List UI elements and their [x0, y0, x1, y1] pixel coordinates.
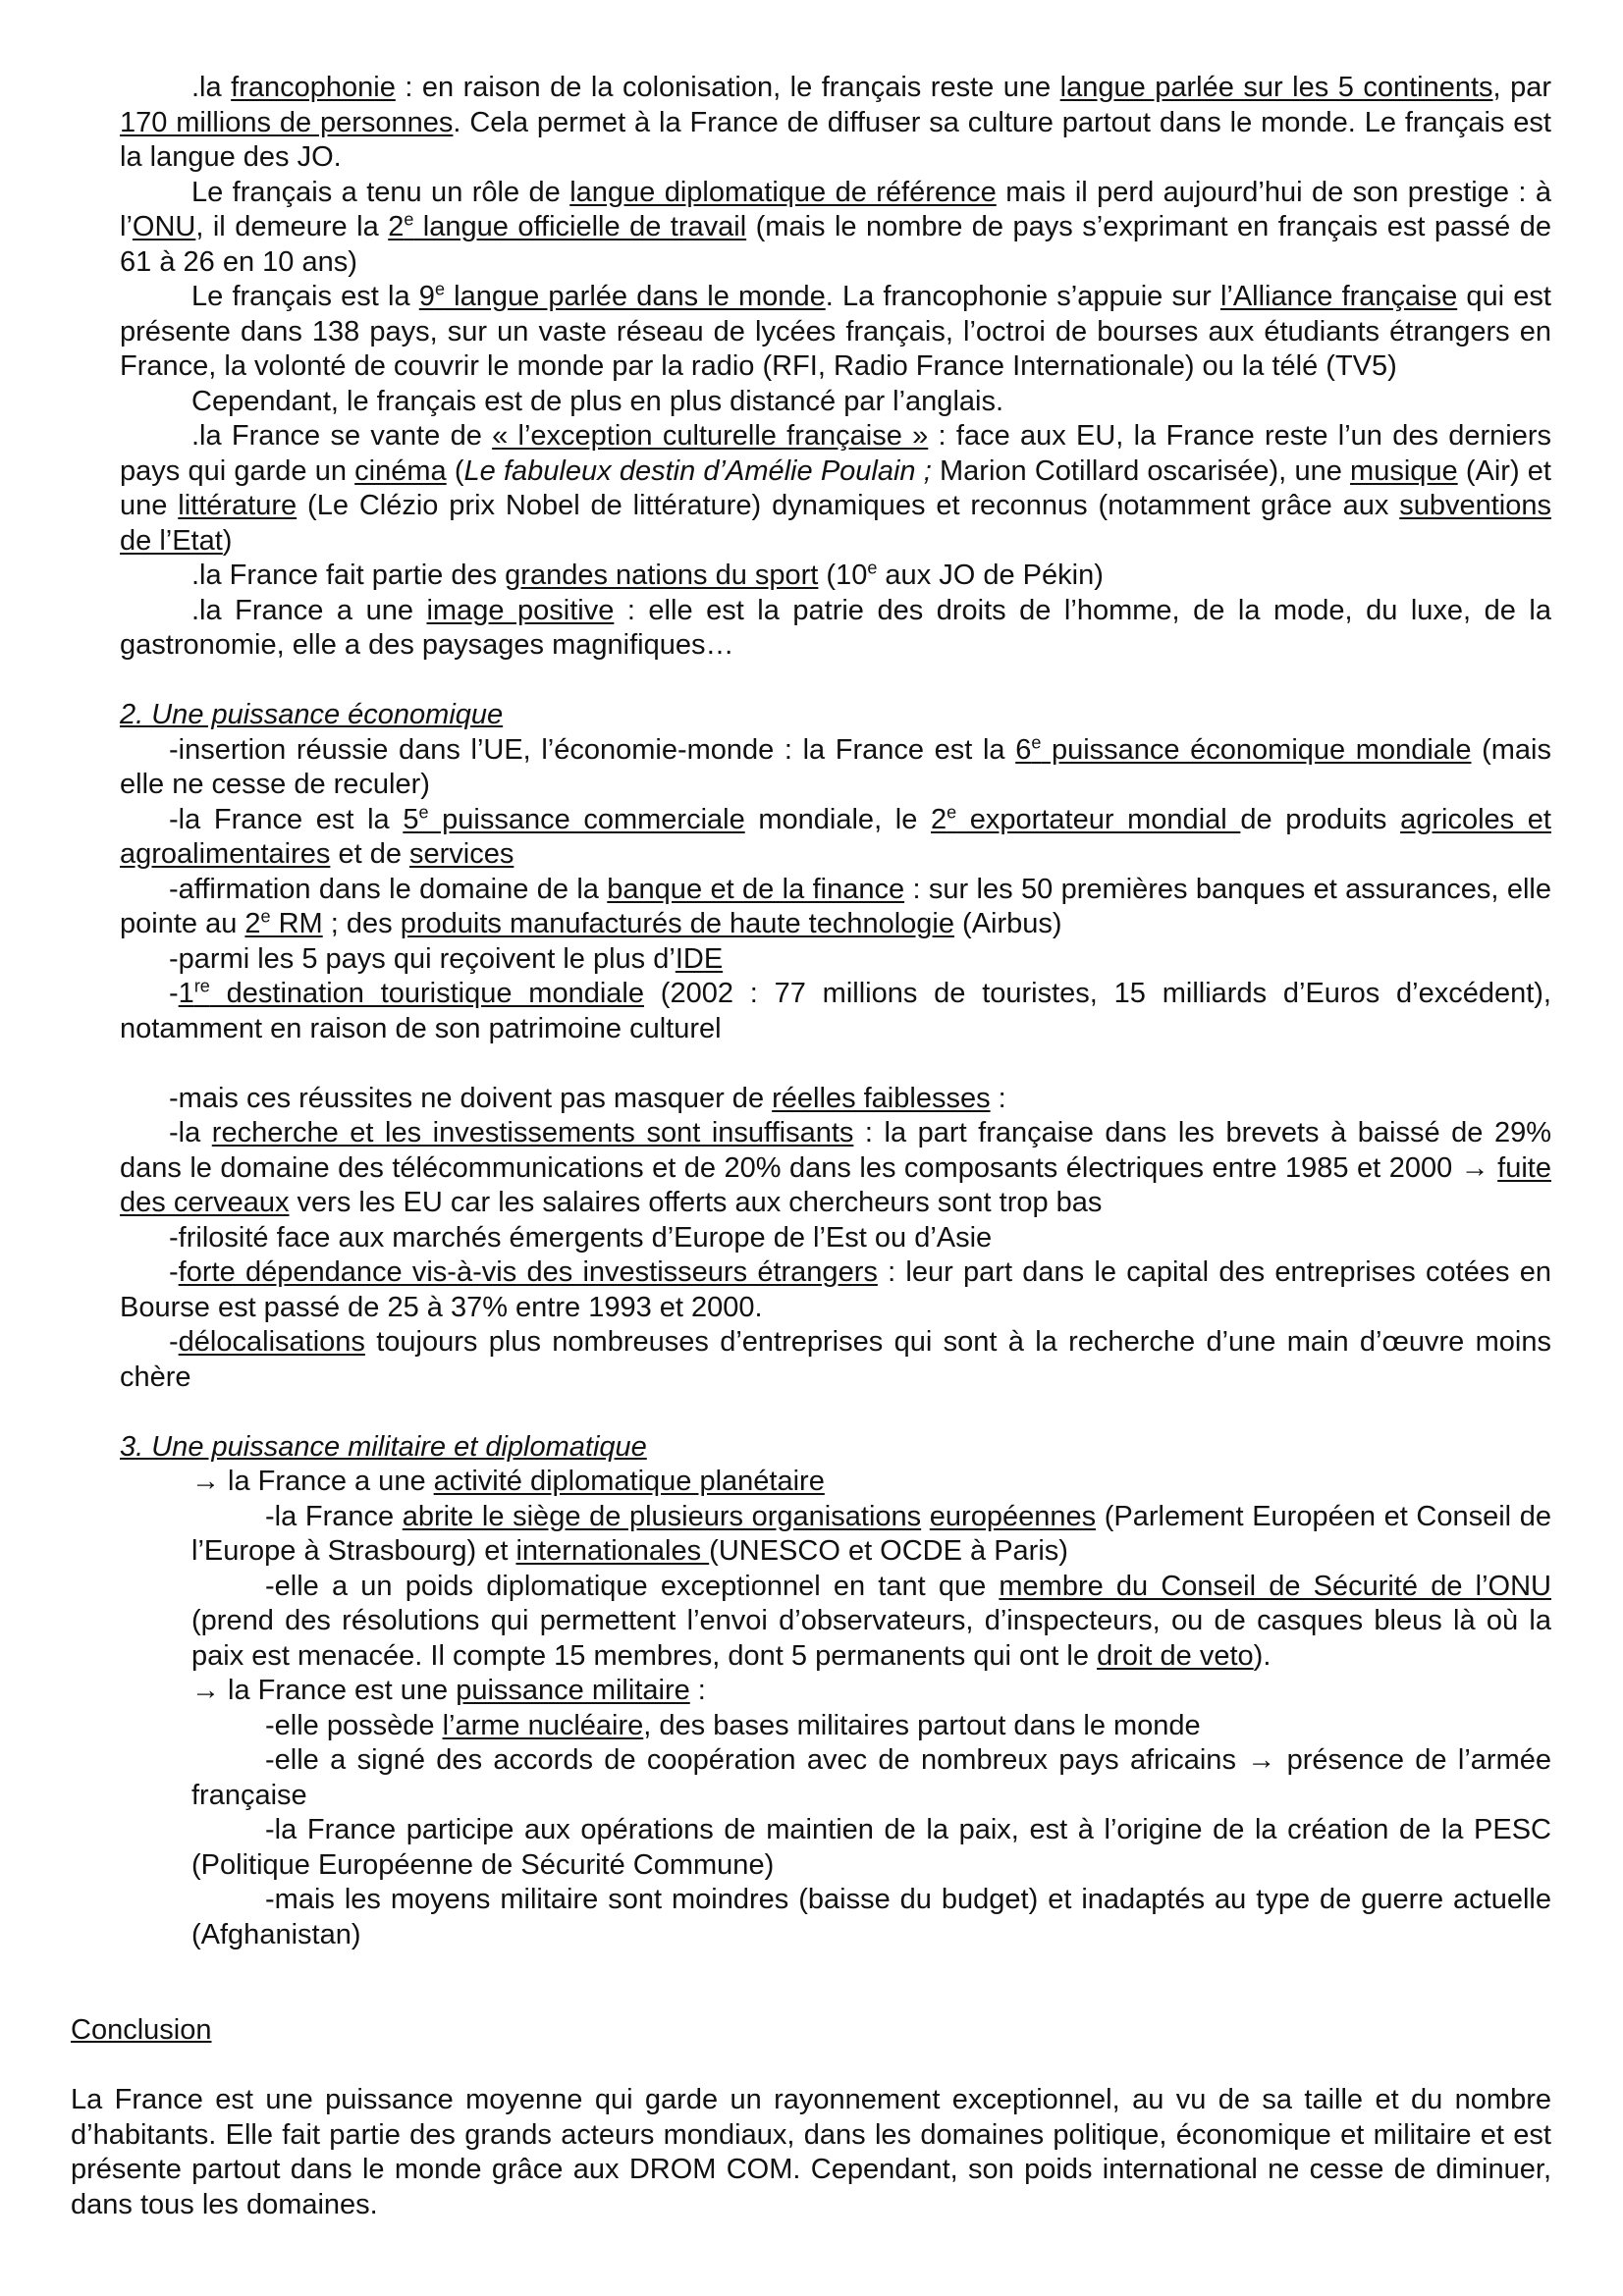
spacer — [120, 1046, 1551, 1082]
list-item-arme-nucleaire: -elle possède l’arme nucléaire, des bases militaires partout dans le monde — [265, 1709, 1201, 1741]
section-heading-militaire: 3. Une puissance militaire et diplomatique — [120, 1430, 647, 1463]
conclusion-section — [71, 2013, 1551, 2222]
list-item-puissance-militaire: → la France est une puissance militaire : — [191, 1675, 706, 1706]
paragraph-anglais: Cependant, le français est de plus en plus distancé par l’anglais. — [191, 385, 1004, 417]
spacer — [120, 664, 1551, 699]
list-item-eco-finance: -affirmation dans le domaine de la banque et de la finance : sur les 50 premières banques et assurances, elle pointe au 2e RM ; des produits manufacturés de haute technologie (Airbus) — [120, 873, 1552, 939]
spacer — [120, 1395, 1551, 1430]
list-item-eco-faiblesses: -mais ces réussites ne doivent pas masquer de réelles faiblesses : — [169, 1082, 1006, 1114]
list-item-moyens: -mais les moyens militaire sont moindres (baisse du budget) et inadaptés au type de guerre actuelle (Afghanistan) — [191, 1884, 1551, 1950]
list-item-eco-ue: -insertion réussie dans l’UE, l’économie-monde : la France est la 6e puissance économique mondiale (mais elle ne cesse de reculer) — [120, 731, 1551, 800]
list-item-conseil-securite: -elle a un poids diplomatique exceptionnel en tant que membre du Conseil de Sécurité de l’ONU (prend des résolutions qui permettent l’envoi d’observateurs, d’inspecteurs, ou de casques bleus là où la paix est menacée. Il compte 15 membres, dont 5 permanents qui ont le droit de veto). — [191, 1570, 1551, 1672]
list-item-diplomatie: → la France a une activité diplomatique planétaire — [191, 1466, 825, 1497]
conclusion-text: La France est une puissance moyenne qui garde un rayonnement exceptionnel, au vu de sa taille et du nombre d’habitants. Elle fait partie des grands acteurs mondiaux, dans les domaines politique, économique et militaire et est présente partout dans le monde grâce aux DROM COM. Cependant, son poids international ne cesse de diminuer, dans tous les domaines. — [71, 2084, 1551, 2220]
list-item-cooperation: -elle a signé des accords de coopération avec de nombreux pays africains → présence de l’armée française — [191, 1744, 1551, 1811]
list-item-sieges: -la France abrite le siège de plusieurs organisations européennes (Parlement Européen et Conseil de l’Europe à Strasbourg) et internationales (UNESCO et OCDE à Paris) — [191, 1500, 1551, 1567]
section-heading-economique: 2. Une puissance économique — [120, 699, 504, 730]
paragraph-sport: .la France fait partie des grandes nations du sport (10e aux JO de Pékin) — [191, 558, 1104, 591]
list-item-eco-dependance: -forte dépendance vis-à-vis des investisseurs étrangers : leur part dans le capital des entreprises cotées en Bourse est passé de 25 à 37% entre 1993 et 2000. — [120, 1256, 1552, 1323]
document-body — [120, 71, 1551, 1952]
list-item-eco-frilosite: -frilosité face aux marchés émergents d’Europe de l’Est ou d’Asie — [169, 1221, 993, 1254]
list-item-eco-recherche: -la recherche et les investissements sont insuffisants : la part française dans les brevets à baissé de 29% dans le domaine des télécommunications et de 20% dans les composants électriques entre 1985 et 2000 → fuite des cerveaux vers les EU car les salaires offerts aux chercheurs sont trop bas — [120, 1117, 1551, 1218]
list-item-maintien-paix: -la France participe aux opérations de maintien de la paix, est à l’origine de la création de la PESC (Politique Européenne de Sécurité Commune) — [191, 1814, 1551, 1881]
paragraph-alliance-francaise: Le français est la 9e langue parlée dans le monde. La francophonie s’appuie sur l’Alliance française qui est présente dans 138 pays, sur un vaste réseau de lycées français, l’octroi de bourses aux étudiants étrangers en France, la volonté de couvrir le monde par la radio (RFI, Radio France Internationale) ou la télé (TV5) — [120, 279, 1551, 382]
list-item-eco-delocalisations: -délocalisations toujours plus nombreuses d’entreprises qui sont à la recherche d’une main d’œuvre moins chère — [120, 1326, 1551, 1393]
list-item-eco-commerce: -la France est la 5e puissance commerciale mondiale, le 2e exportateur mondial de produits agricoles et agroalimentaires et de services — [120, 801, 1551, 870]
conclusion-title: Conclusion — [71, 2014, 212, 2046]
paragraph-francophonie: .la francophonie : en raison de la colonisation, le français reste une langue parlée sur les 5 continents, par 170 millions de personnes. Cela permet à la France de diffuser sa culture partout dans le monde. Le français est la langue des JO. — [120, 72, 1552, 173]
paragraph-langue-diplomatique: Le français a tenu un rôle de langue diplomatique de référence mais il perd aujourd’hui de son prestige : à l’ONU, il demeure la 2e langue officielle de travail (mais le nombre de pays s’exprimant en français est passé de 61 à 26 en 10 ans) — [120, 176, 1552, 278]
paragraph-exception-culturelle: .la France se vante de « l’exception culturelle française » : face aux EU, la France reste l’un des derniers pays qui garde un cinéma (Le fabuleux destin d’Amélie Poulain ; Marion Cotillard oscarisée), une musique (Air) et une littérature (Le Clézio prix Nobel de littérature) dynamiques et reconnus (notamment grâce aux subventions de l’Etat) — [120, 420, 1552, 557]
list-item-eco-ide: -parmi les 5 pays qui reçoivent le plus d’IDE — [169, 942, 724, 975]
list-item-eco-tourisme: -1re destination touristique mondiale (2002 : 77 millions de touristes, 15 milliards d’Euros d’excédent), notamment en raison de son patrimoine culturel — [120, 976, 1551, 1044]
spacer — [71, 2049, 1551, 2084]
paragraph-image-positive: .la France a une image positive : elle est la patrie des droits de l’homme, de la mode, du luxe, de la gastronomie, elle a des paysages magnifiques… — [120, 594, 1551, 661]
